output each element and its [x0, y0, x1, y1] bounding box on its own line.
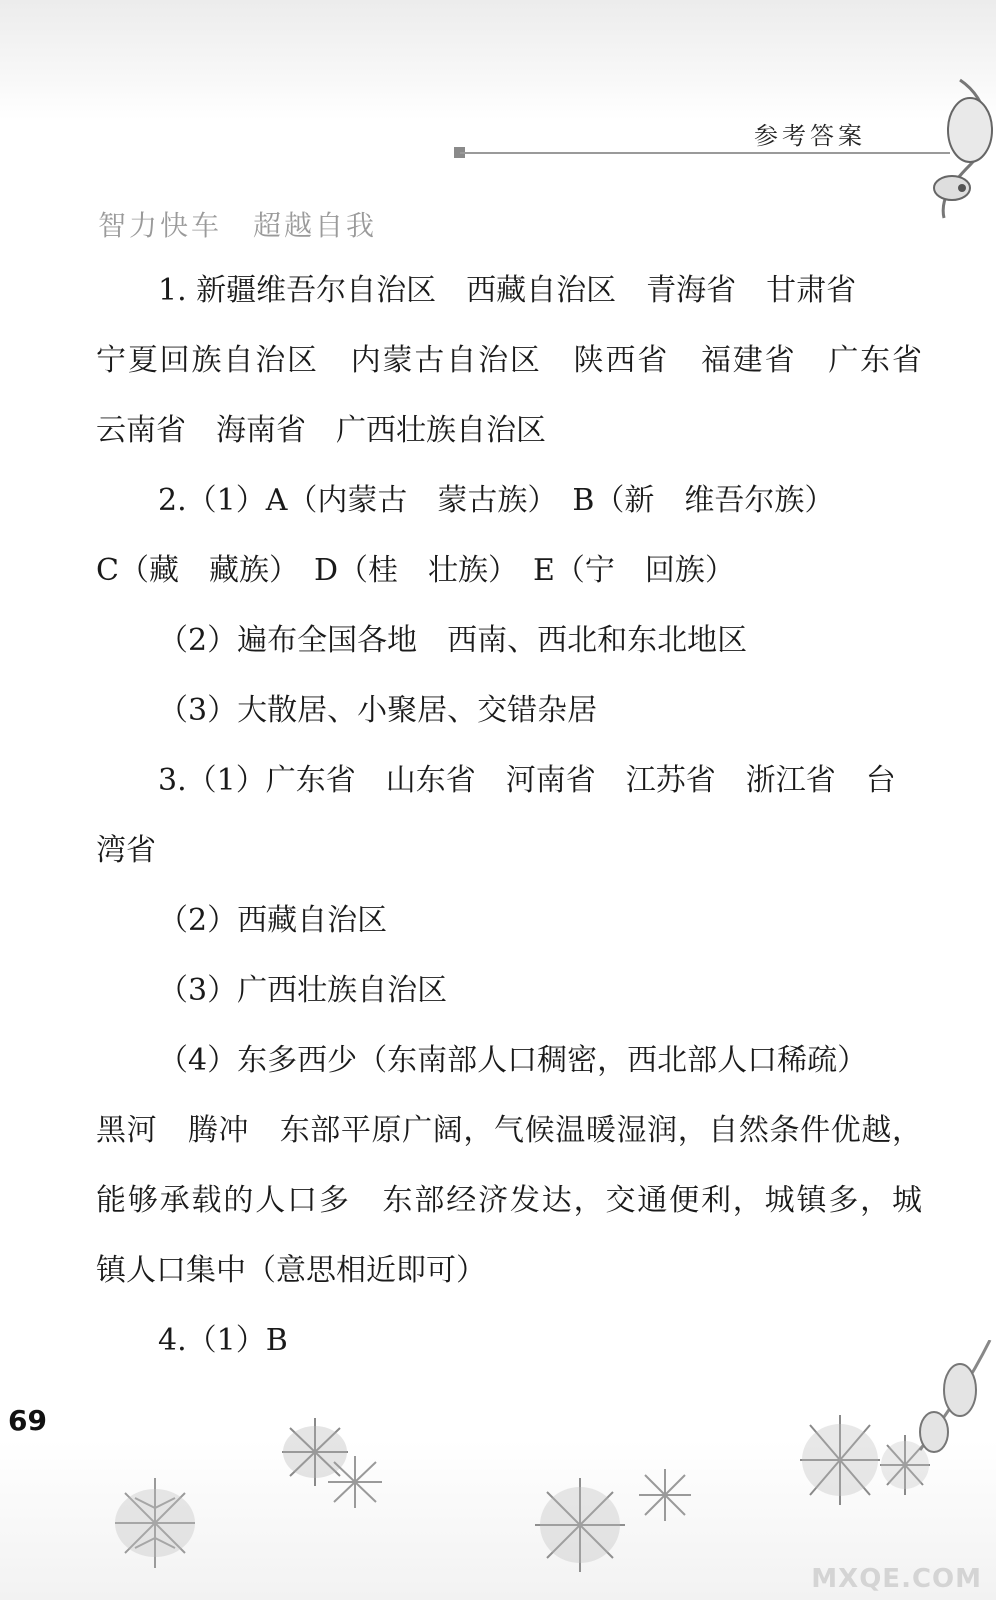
answer-line: 宁夏回族自治区 内蒙古自治区 陕西省 福建省 广东省	[96, 343, 922, 378]
answer-line: 4.（1）B	[158, 1323, 288, 1358]
leaf-decoration-icon	[900, 1340, 996, 1480]
answer-line: 镇人口集中（意思相近即可）	[96, 1253, 486, 1288]
answer-line: 湾省	[96, 833, 156, 868]
answer-line: （3）广西壮族自治区	[158, 973, 448, 1008]
watermark-text: MXQE.COM	[811, 1564, 982, 1594]
answer-line: 能够承载的人口多 东部经济发达，交通便利，城镇多，城	[96, 1183, 922, 1218]
header-label: 参考答案	[754, 122, 866, 150]
header-background	[0, 0, 996, 120]
leaf-decoration-icon	[900, 70, 996, 220]
answer-line: 3.（1）广东省 山东省 河南省 江苏省 浙江省 台	[158, 763, 896, 798]
answer-line: （4）东多西少（东南部人口稠密，西北部人口稀疏）	[158, 1043, 868, 1078]
answer-line: 1. 新疆维吾尔自治区 西藏自治区 青海省 甘肃省	[158, 273, 857, 308]
answer-line: （3）大散居、小聚居、交错杂居	[158, 693, 598, 728]
page-number: 69	[8, 1404, 47, 1437]
answer-line: 2.（1）A（内蒙古 蒙古族） B（新 维吾尔族）	[158, 483, 835, 518]
snowflake-cluster-icon	[320, 1452, 390, 1512]
snowflake-cluster-icon	[95, 1468, 215, 1578]
answer-line: （2）遍布全国各地 西南、西北和东北地区	[158, 623, 748, 658]
answer-line: 云南省 海南省 广西壮族自治区	[96, 413, 546, 448]
section-title: 智力快车 超越自我	[98, 209, 378, 242]
snowflake-cluster-icon	[525, 1470, 635, 1580]
answer-line: （2）西藏自治区	[158, 903, 388, 938]
answer-line: 黑河 腾冲 东部平原广阔，气候温暖湿润，自然条件优越，	[96, 1113, 922, 1148]
answer-line: C（藏 藏族） D（桂 壮族） E（宁 回族）	[96, 553, 735, 588]
snowflake-cluster-icon	[635, 1465, 695, 1525]
header-rule	[460, 152, 950, 154]
